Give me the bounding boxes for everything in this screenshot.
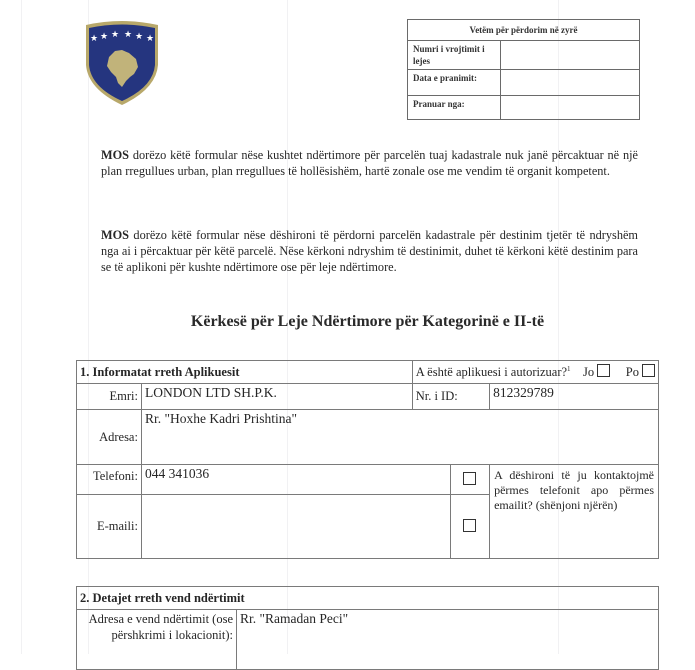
applicant-info-table bbox=[76, 360, 659, 559]
notice-text: dorëzo këtë formular nëse kushtet ndërtimore për parcelën tuaj kadastrale nuk janë përcaktuar në një plan rregullues urban, plan rregullues të hollësishëm, hartë zonale ose me vendim të organit kompetent. bbox=[101, 148, 638, 178]
notice-text: dorëzo këtë formular nëse dëshironi të përdorni parcelën kadastrale për destinim tjetër të ndryshëm nga ai i përcaktuar për këtë parcelë. Nëse kërkoni ndryshim të destinimit, duhet të kërkoni këtë destinim para se të aplikoni për kushte ndërtimore ose për leje ndërtimore. bbox=[101, 228, 638, 274]
phone-label: Telefoni: bbox=[77, 465, 142, 495]
form-title: Kërkesë për Leje Ndërtimore për Kategorinë e II-të bbox=[190, 313, 545, 330]
notice-emphasis: MOS bbox=[101, 228, 130, 242]
site-address-label: Adresa e vend ndërtimit (ose përshkrimi i lokacionit): bbox=[77, 610, 237, 670]
notice-paragraph-2 bbox=[101, 227, 638, 275]
office-use-table bbox=[407, 19, 640, 120]
svg-text:★: ★ bbox=[110, 30, 120, 40]
option-yes-checkbox[interactable] bbox=[642, 364, 655, 377]
notice-emphasis: MOS bbox=[101, 148, 130, 162]
construction-site-table bbox=[76, 586, 659, 670]
contact-preference-question: A dëshironi të ju kontaktojmë përmes telefonit apo përmes emailit? (shënjoni njërën) bbox=[490, 465, 659, 559]
name-label: Emri: bbox=[77, 384, 142, 410]
option-no-label: Jo bbox=[583, 365, 595, 379]
phone-field[interactable]: 044 341036 bbox=[141, 465, 450, 495]
permit-number-field[interactable] bbox=[501, 41, 640, 70]
svg-text:★: ★ bbox=[123, 30, 133, 40]
email-label: E-maili: bbox=[77, 495, 142, 559]
coat-of-arms-emblem bbox=[82, 17, 162, 107]
permit-number-label: Numri i vrojtimit i lejes bbox=[408, 41, 501, 70]
office-use-header: Vetëm për përdorim në zyrë bbox=[408, 20, 640, 41]
authorized-question bbox=[412, 361, 658, 384]
authorized-question-text: A është aplikuesi i autorizuar? bbox=[415, 365, 568, 379]
svg-text:★: ★ bbox=[99, 32, 109, 42]
address-label: Adresa: bbox=[77, 410, 142, 465]
email-contact-checkbox[interactable] bbox=[463, 519, 476, 532]
site-address-field[interactable]: Rr. "Ramadan Peci" bbox=[237, 610, 659, 670]
id-field[interactable]: 812329789 bbox=[490, 384, 659, 410]
received-by-field[interactable] bbox=[501, 96, 640, 120]
address-field[interactable]: Rr. "Hoxhe Kadri Prishtina" bbox=[141, 410, 658, 465]
option-no-checkbox[interactable] bbox=[597, 364, 610, 377]
name-field[interactable]: LONDON LTD SH.P.K. bbox=[141, 384, 412, 410]
phone-contact-cell bbox=[450, 465, 489, 495]
option-yes-label: Po bbox=[625, 365, 639, 379]
receipt-date-label: Data e pranimit: bbox=[408, 70, 501, 96]
receipt-date-field[interactable] bbox=[501, 70, 640, 96]
id-label: Nr. i ID: bbox=[412, 384, 489, 410]
svg-text:★: ★ bbox=[145, 34, 155, 44]
received-by-label: Pranuar nga: bbox=[408, 96, 501, 120]
svg-text:★: ★ bbox=[89, 34, 99, 44]
notice-paragraph-1 bbox=[101, 147, 638, 179]
phone-contact-checkbox[interactable] bbox=[463, 472, 476, 485]
section-2-title: 2. Detajet rreth vend ndërtimit bbox=[77, 587, 659, 610]
email-field[interactable] bbox=[141, 495, 450, 559]
footnote-marker: 1 bbox=[567, 364, 571, 373]
email-contact-cell bbox=[450, 495, 489, 559]
section-1-title: 1. Informatat rreth Aplikuesit bbox=[77, 361, 413, 384]
svg-text:★: ★ bbox=[134, 32, 144, 42]
